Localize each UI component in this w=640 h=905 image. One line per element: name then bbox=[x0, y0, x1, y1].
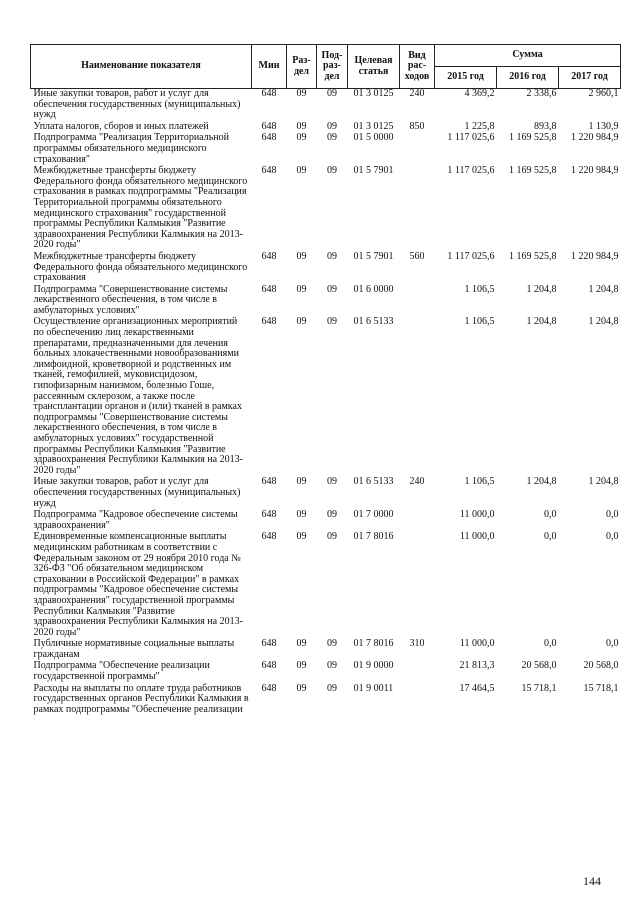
row-statia: 01 9 0000 bbox=[353, 660, 394, 672]
row-min: 648 bbox=[261, 476, 277, 488]
row-sum-2015: 1 106,5 bbox=[464, 283, 495, 295]
row-min: 648 bbox=[261, 165, 277, 177]
row-statia: 01 7 8016 bbox=[353, 638, 394, 650]
row-min: 648 bbox=[261, 120, 277, 132]
table-row bbox=[31, 133, 621, 166]
header-vid: Вид рас- ходов bbox=[400, 45, 435, 89]
row-sum-2015: 1 106,5 bbox=[464, 476, 495, 488]
table-row bbox=[31, 317, 621, 477]
row-min: 648 bbox=[261, 316, 277, 328]
row-statia: 01 9 0011 bbox=[353, 682, 394, 694]
row-name: Расходы на выплаты по оплате труда работников государственных органов Республики Калмыкия в рамках подпрограммы "Обеспечение реализации bbox=[33, 682, 249, 715]
row-vid bbox=[400, 317, 435, 477]
row-sum-2016: 893,8 bbox=[534, 120, 557, 132]
row-podrazdel: 09 bbox=[327, 132, 337, 144]
row-vid: 240 bbox=[409, 88, 425, 99]
row-podrazdel: 09 bbox=[327, 283, 337, 295]
budget-table-page bbox=[30, 44, 620, 716]
row-min: 648 bbox=[261, 250, 277, 262]
row-podrazdel: 09 bbox=[327, 165, 337, 177]
row-statia: 01 7 0000 bbox=[353, 509, 394, 521]
row-vid bbox=[400, 133, 435, 166]
row-sum-2015: 1 106,5 bbox=[464, 316, 495, 328]
row-razdel: 09 bbox=[296, 88, 307, 99]
row-razdel: 09 bbox=[296, 638, 307, 650]
row-name: Осуществление организационных мероприятий по обеспечению лиц лекарственными препаратами, предназначенными для лечения больных злокачественными новообразованиями лимфоидной, кроветворной и родственных им тканей, гемофилией, муковисцидозом, гипофизарным нанизмом, болезнью Гоше, рассеянным склерозом, а также после трансплантации органов и (или) тканей в рамках подпрограммы "Совершенствование системы лекарственного обеспечения, в том числе в амбулаторных условиях" государственной программы Республики Калмыкия "Развитие здравоохранения Республики Калмыкия на 2013-2020 годы" bbox=[33, 316, 243, 476]
row-min: 648 bbox=[261, 638, 277, 650]
row-min: 648 bbox=[261, 283, 277, 295]
table-row bbox=[31, 285, 621, 318]
row-sum-2015: 11 000,0 bbox=[459, 638, 495, 650]
row-name: Иные закупки товаров, работ и услуг для обеспечения государственных (муниципальных) нужд bbox=[33, 476, 241, 509]
row-sum-2017: 1 204,8 bbox=[588, 476, 619, 488]
row-name: Межбюджетные трансферты бюджету Федерального фонда обязательного медицинского страхования в рамках подпрограммы "Реализация Территориальной программы обязательного медицинского страхования" государственной программы Республики Калмыкия "Развитие здравоохранения Республики Калмыкия на 2013-2020 годы" bbox=[33, 165, 248, 251]
header-summa: Сумма bbox=[435, 45, 621, 67]
table-body bbox=[31, 89, 621, 717]
row-vid bbox=[400, 166, 435, 252]
row-vid: 310 bbox=[409, 638, 425, 650]
row-sum-2016: 0,0 bbox=[544, 531, 557, 543]
row-razdel: 09 bbox=[296, 682, 307, 694]
row-razdel: 09 bbox=[296, 120, 307, 132]
table-row bbox=[31, 661, 621, 683]
row-vid bbox=[400, 661, 435, 683]
row-podrazdel: 09 bbox=[327, 88, 337, 99]
row-vid: 850 bbox=[409, 120, 425, 132]
row-sum-2016: 2 338,6 bbox=[526, 88, 557, 99]
table-row bbox=[31, 684, 621, 717]
row-sum-2015: 17 464,5 bbox=[459, 682, 495, 694]
row-vid bbox=[400, 285, 435, 318]
row-sum-2017: 0,0 bbox=[606, 509, 619, 521]
row-statia: 01 6 0000 bbox=[353, 283, 394, 295]
table-row bbox=[31, 166, 621, 252]
row-statia: 01 6 5133 bbox=[353, 476, 394, 488]
row-podrazdel: 09 bbox=[327, 476, 337, 488]
row-name: Публичные нормативные социальные выплаты гражданам bbox=[33, 638, 235, 660]
row-podrazdel: 09 bbox=[327, 682, 337, 694]
row-sum-2015: 11 000,0 bbox=[459, 531, 495, 543]
row-podrazdel: 09 bbox=[327, 509, 337, 521]
row-razdel: 09 bbox=[296, 531, 307, 543]
row-vid: 560 bbox=[409, 250, 425, 262]
row-razdel: 09 bbox=[296, 660, 307, 672]
header-2016: 2016 год bbox=[497, 67, 559, 89]
row-sum-2016: 0,0 bbox=[544, 509, 557, 521]
row-name: Подпрограмма "Обеспечение реализации государственной программы" bbox=[33, 660, 210, 683]
row-min: 648 bbox=[261, 88, 277, 99]
row-sum-2016: 1 169 525,8 bbox=[509, 250, 557, 262]
row-sum-2015: 21 813,3 bbox=[459, 660, 495, 672]
row-sum-2015: 4 369,2 bbox=[464, 88, 495, 99]
row-min: 648 bbox=[261, 660, 277, 672]
row-name: Уплата налогов, сборов и иных платежей bbox=[33, 120, 209, 132]
row-name: Иные закупки товаров, работ и услуг для обеспечения государственных (муниципальных) нужд bbox=[33, 88, 241, 121]
row-vid bbox=[400, 532, 435, 639]
row-sum-2017: 1 130,9 bbox=[588, 120, 619, 132]
header-statia: Целевая статья bbox=[348, 45, 400, 89]
header-min: Мин bbox=[252, 45, 287, 89]
row-sum-2016: 1 204,8 bbox=[526, 316, 557, 328]
row-razdel: 09 bbox=[296, 165, 307, 177]
row-min: 648 bbox=[261, 132, 277, 144]
row-min: 648 bbox=[261, 682, 277, 694]
row-statia: 01 3 0125 bbox=[353, 120, 394, 132]
row-sum-2017: 0,0 bbox=[606, 638, 619, 650]
table-header bbox=[31, 45, 621, 89]
page-number: 144 bbox=[583, 874, 601, 888]
row-statia: 01 6 5133 bbox=[353, 316, 394, 328]
row-razdel: 09 bbox=[296, 132, 307, 144]
row-sum-2017: 1 220 984,9 bbox=[571, 165, 619, 177]
row-sum-2017: 1 220 984,9 bbox=[571, 132, 619, 144]
header-razdel: Раз- дел bbox=[287, 45, 317, 89]
row-name: Подпрограмма "Кадровое обеспечение системы здравоохранения" bbox=[33, 509, 238, 531]
row-vid bbox=[400, 510, 435, 532]
row-sum-2017: 2 960,1 bbox=[588, 88, 619, 99]
header-2017: 2017 год bbox=[559, 67, 621, 89]
row-podrazdel: 09 bbox=[327, 316, 337, 328]
row-sum-2016: 1 204,8 bbox=[526, 476, 557, 488]
header-name: Наименование показателя bbox=[31, 45, 252, 89]
row-razdel: 09 bbox=[296, 316, 307, 328]
row-name: Подпрограмма "Совершенствование системы лекарственного обеспечения, в том числе в амбулаторных условиях" bbox=[33, 283, 228, 316]
row-sum-2017: 20 568,0 bbox=[583, 660, 619, 672]
table-row bbox=[31, 639, 621, 661]
table-row bbox=[31, 89, 621, 122]
row-razdel: 09 bbox=[296, 283, 307, 295]
row-podrazdel: 09 bbox=[327, 250, 337, 262]
row-statia: 01 7 8016 bbox=[353, 531, 394, 543]
budget-table bbox=[30, 44, 621, 716]
row-statia: 01 5 7901 bbox=[353, 250, 394, 262]
row-sum-2015: 1 117 025,6 bbox=[447, 132, 495, 144]
row-razdel: 09 bbox=[296, 509, 307, 521]
row-statia: 01 3 0125 bbox=[353, 88, 394, 99]
row-sum-2016: 1 169 525,8 bbox=[509, 165, 557, 177]
row-name: Межбюджетные трансферты бюджету Федерального фонда обязательного медицинского страхования bbox=[33, 250, 248, 284]
row-sum-2015: 1 117 025,6 bbox=[447, 250, 495, 262]
header-podrazdel: Под- раз- дел bbox=[317, 45, 348, 89]
row-min: 648 bbox=[261, 531, 277, 543]
row-vid: 240 bbox=[409, 476, 425, 488]
row-sum-2016: 0,0 bbox=[544, 638, 557, 650]
table-row bbox=[31, 477, 621, 510]
row-sum-2016: 20 568,0 bbox=[521, 660, 557, 672]
row-sum-2015: 1 225,8 bbox=[464, 120, 495, 132]
table-row bbox=[31, 532, 621, 639]
row-min: 648 bbox=[261, 509, 277, 521]
row-sum-2016: 1 204,8 bbox=[526, 283, 557, 295]
row-name: Подпрограмма "Реализация Территориальной программы обязательного медицинского страхования" bbox=[33, 132, 229, 165]
row-name: Единовременные компенсационные выплаты медицинским работникам в соответствии с Федеральным законом от 29 ноября 2010 года № 326-ФЗ "Об обязательном медицинском страховании в Российской Федерации" в рамках подпрограммы "Кадровое обеспечение системы здравоохранения" государственной программы Республики Калмыкия "Развитие здравоохранения Республики Калмыкия на 2013-2020 годы" bbox=[33, 531, 243, 638]
row-podrazdel: 09 bbox=[327, 120, 337, 132]
row-razdel: 09 bbox=[296, 476, 307, 488]
row-sum-2016: 1 169 525,8 bbox=[509, 132, 557, 144]
row-razdel: 09 bbox=[296, 250, 307, 262]
row-sum-2017: 15 718,1 bbox=[583, 682, 619, 694]
row-sum-2017: 1 204,8 bbox=[588, 316, 619, 328]
row-sum-2017: 0,0 bbox=[606, 531, 619, 543]
row-vid bbox=[400, 684, 435, 717]
row-sum-2017: 1 204,8 bbox=[588, 283, 619, 295]
row-sum-2015: 11 000,0 bbox=[459, 509, 495, 521]
table-row bbox=[31, 510, 621, 532]
row-podrazdel: 09 bbox=[327, 531, 337, 543]
row-sum-2016: 15 718,1 bbox=[521, 682, 557, 694]
header-2015: 2015 год bbox=[435, 67, 497, 89]
table-row bbox=[31, 252, 621, 285]
row-sum-2017: 1 220 984,9 bbox=[571, 250, 619, 262]
row-statia: 01 5 7901 bbox=[353, 165, 394, 177]
row-podrazdel: 09 bbox=[327, 638, 337, 650]
row-statia: 01 5 0000 bbox=[353, 132, 394, 144]
row-podrazdel: 09 bbox=[327, 660, 337, 672]
row-sum-2015: 1 117 025,6 bbox=[447, 165, 495, 177]
